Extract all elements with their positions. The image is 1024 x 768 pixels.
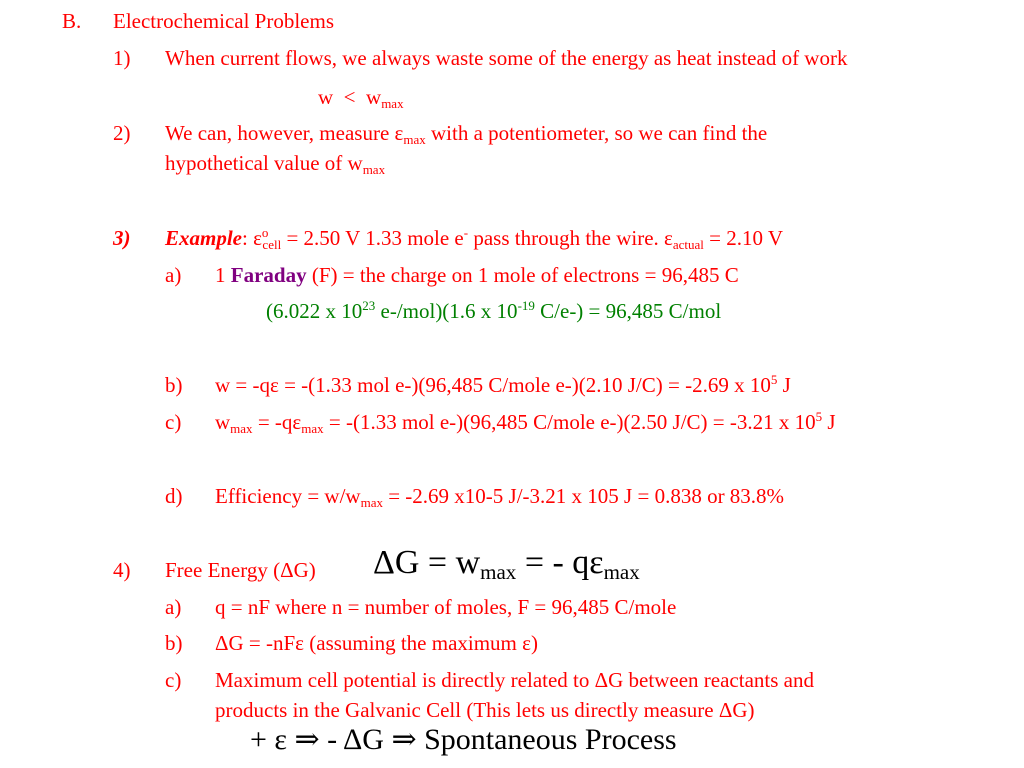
free-energy-equation: ΔG = wmax = - qεmax [373,544,640,584]
item-3-marker: 3) [113,226,131,250]
item-3b-marker: b) [165,373,183,397]
item-4c-marker: c) [165,668,182,692]
item-4a-marker: a) [165,595,182,619]
faraday-term: Faraday [230,263,307,287]
item-3c-marker: c) [165,410,182,434]
spontaneous-equation: + ε ⇒ - ΔG ⇒ Spontaneous Process [250,723,677,756]
item-3d-text: Efficiency = $w/w_{max} = -2.69$ x10-5 J/-3.21 x 105 J = 0.838 or 83.8% [215,484,785,510]
item-3-text: Example: $\varepsilon^o_{cell} = 2.50$ V 1.33 mole e- pass through the wire. $\varepsilon_{actual} = 2.10$ V [165,225,784,252]
item-3d-marker: d) [165,484,183,508]
item-3a-marker: a) [165,263,182,287]
item-4c-text-cont: products in the Galvanic Cell (This lets us directly measure ΔG) [215,698,755,722]
item-4b-text: ΔG = -nFε (assuming the maximum ε) [215,631,538,655]
item-3a-text: 1 Faraday (F) = the charge on 1 mole of electrons = 96,485 C [215,263,739,287]
item-3c-text: $w_{max} = -q\varepsilon_{max} = -(1.33$ mol e-)(96,485 C/mole e-)(2.50 J/C) = -3.21 x $10^5$ J [215,409,836,436]
avogadro-calc-text: (6.022 x $10^{23}$ e-/mol)(1.6 x $10^{-19}$ C/e-) = 96,485 C/mol [266,298,722,323]
section-marker: B. [62,9,82,33]
section-title: Electrochemical Problems [113,9,335,33]
item-4a-text: q = nF where n = number of moles, F = 96,485 C/mole [215,595,677,619]
formula-w-lt-wmax-text: $w < w_{max}$ [318,85,404,111]
item-2-marker: 2) [113,121,131,145]
item-4b-marker: b) [165,631,183,655]
item-2-text: We can, however, measure $\varepsilon_{max}$ with a potentiometer, so we can find the [165,121,768,147]
item-4-text: Free Energy (ΔG) [165,558,316,582]
item-1-text: When current flows, we always waste some of the energy as heat instead of work [165,46,848,70]
item-3b-text: w = -qε = -(1.33 mol e-)(96,485 C/mole e-)(2.10 J/C) = -2.69 x $10^5$ J [215,372,791,397]
item-1-marker: 1) [113,46,131,70]
item-2-text-cont: hypothetical value of $w_{max}$ [165,151,386,177]
item-4-marker: 4) [113,558,131,582]
item-4c-text: Maximum cell potential is directly related to ΔG between reactants and [215,668,814,692]
